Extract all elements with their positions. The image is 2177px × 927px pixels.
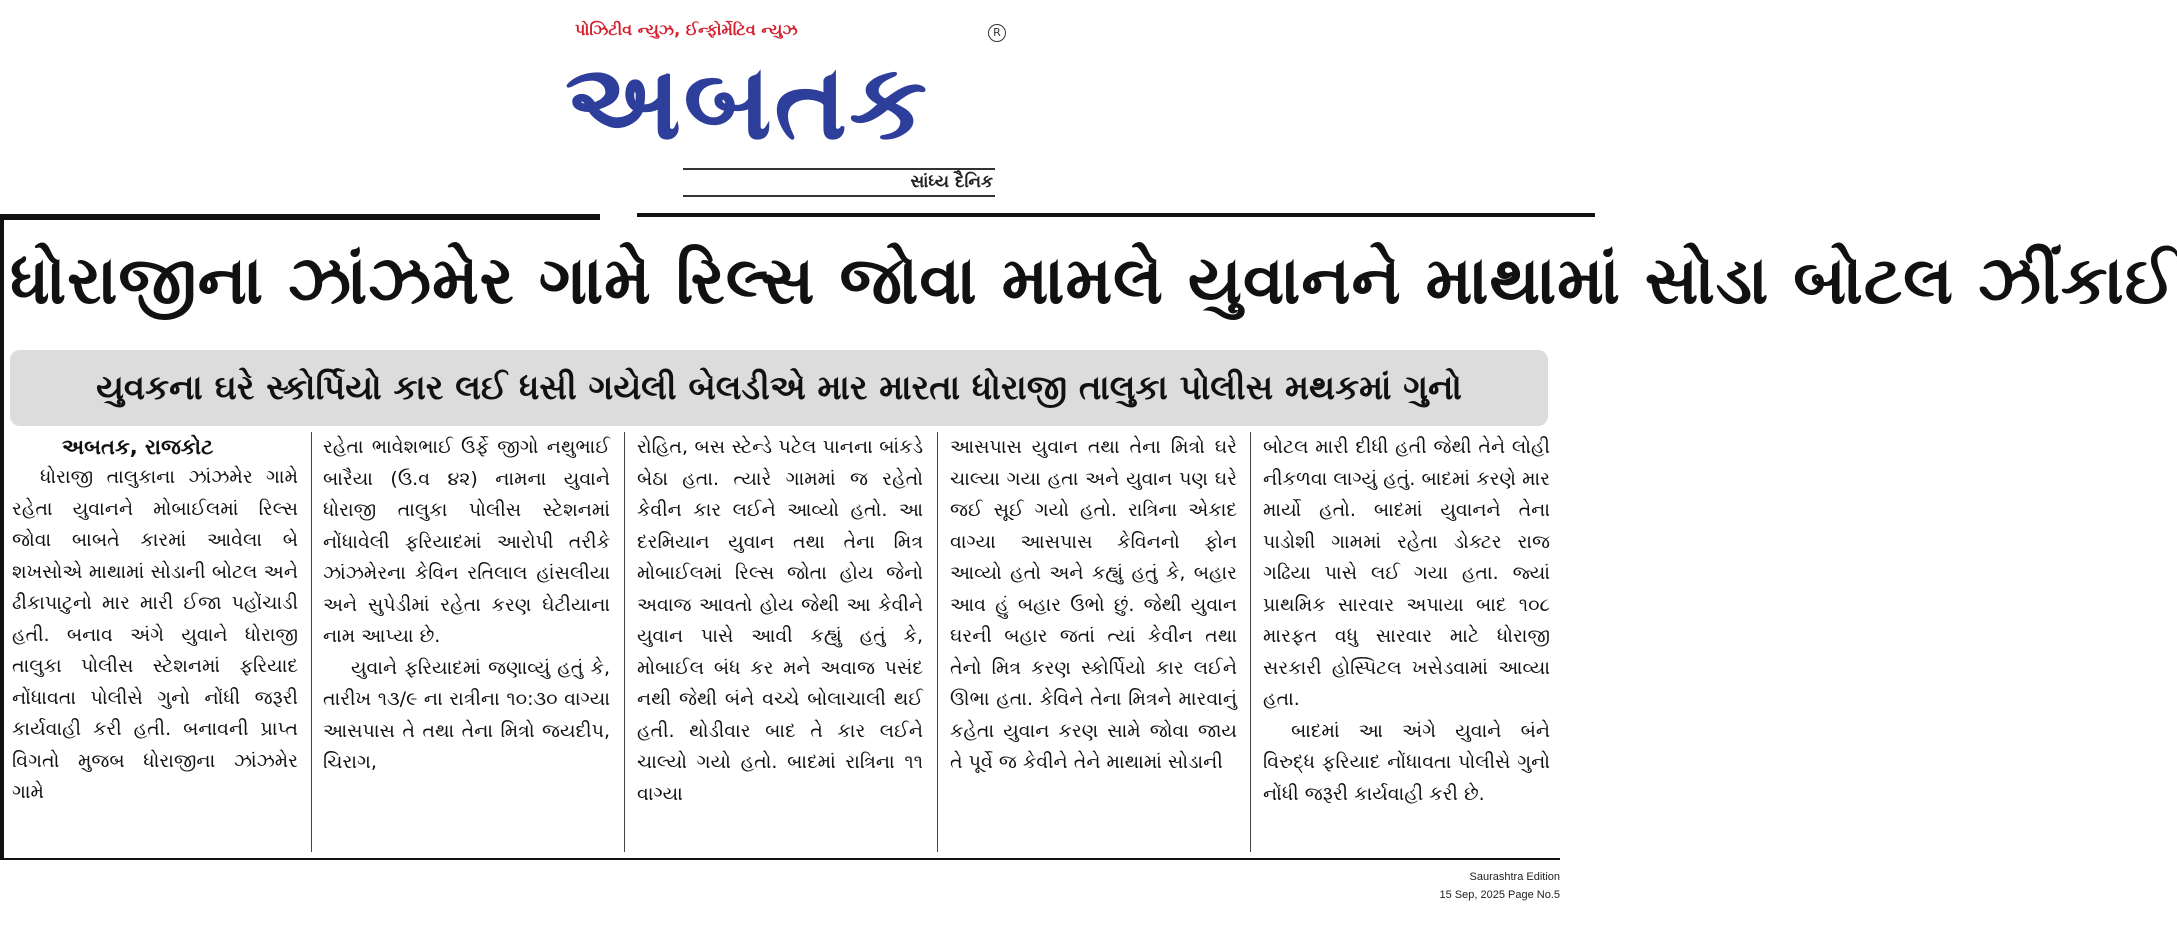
paragraph: બાદમાં આ અંગે યુવાને બંને વિરુદ્ધ ફરિયાદ નોંધાવતા પોલીસે ગુનો નોંધી જરૂરી કાર્યવાહી કરી છે. xyxy=(1263,719,1550,805)
subheadline-box xyxy=(10,350,1548,426)
paragraph: યુવાને ફરિયાદમાં જણાવ્યું હતું કે, તારીખ ૧૩/૯ ના રાત્રીના ૧૦:૩૦ વાગ્યા આસપાસ તે તથા તેના મિત્રો જયદીપ, ચિરાગ, xyxy=(323,656,610,773)
article-byline: અબતક, રાજકોટ xyxy=(62,435,214,459)
column-divider xyxy=(1250,432,1251,852)
paragraph: ધોરાજી તાલુકાના ઝાંઝમેર ગામે રહેતા યુવાનને મોબાઈલમાં રિલ્સ જોવા બાબતે કારમાં આવેલા બે શખસોએ માથામાં સોડાની બોટલ અને ઢીકાપાટુનો માર મારી ઈજા પહોંચાડી હતી. બનાવ અંગે યુવાને ધોરાજી તાલુકા પોલીસ સ્ટેશનમાં ફરિયાદ નોંધાવતા પોલીસે ગુનો નોંધી જરૂરી કાર્યવાહી કરી હતી. બનાવની પ્રાપ્ત વિગતો મુજબ ધોરાજીના ઝાંઝમેર ગામે xyxy=(12,466,298,803)
article-frame-bottom xyxy=(0,858,1560,860)
article-column-4 xyxy=(950,432,1237,852)
article-column-5 xyxy=(1263,432,1550,852)
column-divider xyxy=(937,432,938,852)
article-column-1 xyxy=(12,432,298,852)
article-frame-left xyxy=(0,214,4,860)
paragraph: બોટલ મારી દીધી હતી જેથી તેને લોહી નીકળવા લાગ્યું હતું. બાદમાં કરણે માર માર્યો હતો. બાદમાં યુવાનને તેના પાડોશી ગામમાં રહેતા ડોક્ટર રાજ ગઢિયા પાસે લઈ ગયા હતા. જ્યાં પ્રાથમિક સારવાર અપાયા બાદ ૧૦૮ મારફત વધુ સારવાર માટે ધોરાજી સરકારી હોસ્પિટલ ખસેડવામાં આવ્યા હતા. xyxy=(1263,436,1550,710)
paragraph: રહેતા ભાવેશભાઈ ઉર્ફે જીગો નથુભાઈ બારૈયા (ઉ.વ ૪૨) નામના યુવાને ધોરાજી તાલુકા પોલીસ સ્ટેશનમાં નોંધાવેલી ફરિયાદમાં આરોપી તરીકે ઝાંઝમેરના કેવિન રતિલાલ હાંસલીયા અને સુપેડીમાં રહેતા કરણ ઘેટીયાના નામ આપ્યા છે. xyxy=(323,436,610,647)
newspaper-logo: અબતક xyxy=(565,41,930,163)
article-subheadline: યુવકના ઘરે સ્કોર્પિયો કાર લઈ ધસી ગયેલી બેલડીએ માર મારતા ધોરાજી તાલુકા પોલીસ મથકમાં ગુનો xyxy=(96,368,1462,408)
column-divider xyxy=(624,432,625,852)
edition-date-page: 15 Sep, 2025 Page No.5 xyxy=(1439,889,1560,901)
column-divider xyxy=(311,432,312,852)
article-frame-top-left xyxy=(0,214,600,220)
logo-divider-bottom xyxy=(683,195,995,197)
masthead-subtitle: સાંધ્ય દૈનિક xyxy=(910,172,993,192)
logo-divider xyxy=(683,168,995,170)
masthead-tagline: પોઝિટીવ ન્યુઝ, ઈન્ફોર્મેટિવ ન્યુઝ xyxy=(575,20,798,39)
article-column-2 xyxy=(323,432,610,852)
paragraph: આસપાસ યુવાન તથા તેના મિત્રો ઘરે ચાલ્યા ગયા હતા અને યુવાન પણ ઘરે જઈ સૂઈ ગયો હતો. રાત્રિના એકાદ વાગ્યા આસપાસ કેવિનનો ફોન આવ્યો હતો અને કહ્યું હતું કે, બહાર આવ હું બહાર ઉભો છું. જેથી યુવાન ઘરની બહાર જતાં ત્યાં કેવીન તથા તેનો મિત્ર કરણ સ્કોર્પિયો કાર લઈને ઊભા હતા. કેવિને તેના મિત્રને મારવાનું કહેતા યુવાન કરણ સામે જોવા જાય તે પૂર્વે જ કેવીને તેને માથામાં સોડાની xyxy=(950,436,1237,773)
article-frame-top-right xyxy=(637,213,1595,217)
paragraph: રોહિત, બસ સ્ટેન્ડે પટેલ પાનના બાંકડે બેઠા હતા. ત્યારે ગામમાં જ રહેતો કેવીન કાર લઈને આવ્યો હતો. આ દરમિયાન યુવાન તથા તેના મિત્ર મોબાઈલમાં રિલ્સ જોતા હોય જેનો અવાજ આવતો હોય જેથી આ કેવીને યુવાન પાસે આવી કહ્યું હતું કે, મોબાઈલ બંધ કર મને અવાજ પસંદ નથી જેથી બંને વચ્ચે બોલાચાલી થઈ હતી. થોડીવાર બાદ તે કાર લઈને ચાલ્યો ગયો હતો. બાદમાં રાત્રિના ૧૧ વાગ્યા xyxy=(637,436,923,805)
masthead xyxy=(0,0,1595,205)
edition-name: Saurashtra Edition xyxy=(1469,871,1560,883)
article-column-3 xyxy=(637,432,923,852)
article-headline: ધોરાજીના ઝાંઝમેર ગામે રિલ્સ જોવા મામલે યુવાનને માથામાં સોડા બોટલ ઝીંકાઈ xyxy=(10,242,2177,319)
registered-mark-icon: R xyxy=(988,24,1006,42)
edition-info xyxy=(1260,868,1560,904)
